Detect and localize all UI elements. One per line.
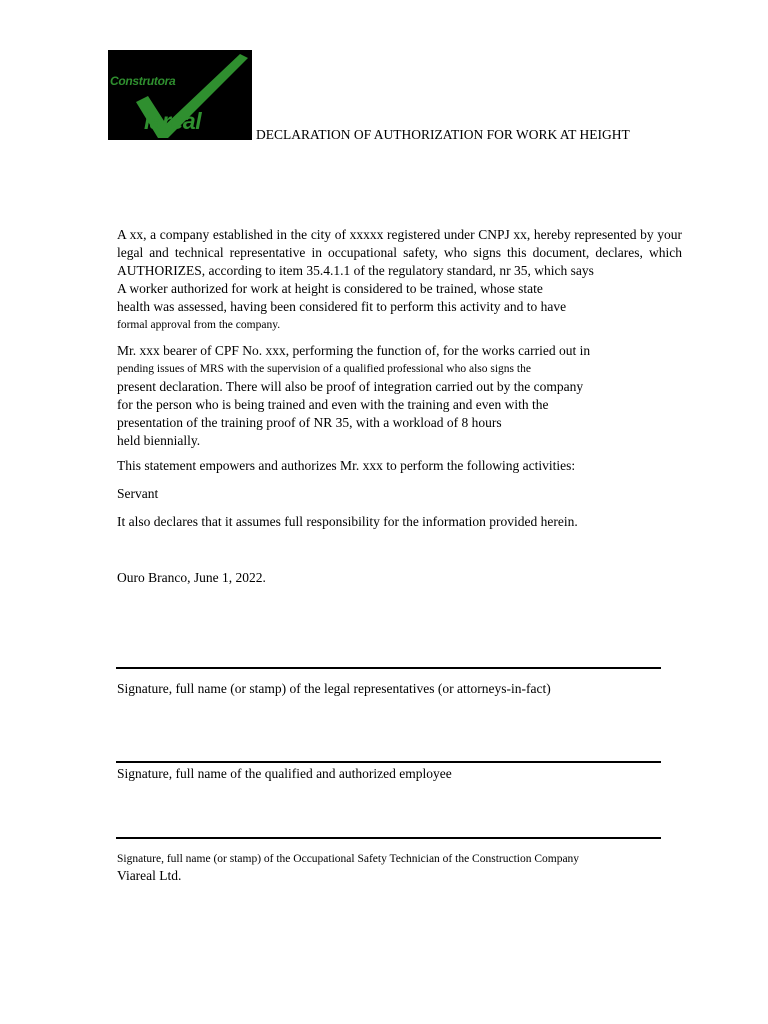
paragraph-line: A worker authorized for work at height is considered to be trained, whose state xyxy=(117,281,543,296)
place-date-text: Ouro Branco, June 1, 2022. xyxy=(117,570,266,585)
document-title: DECLARATION OF AUTHORIZATION FOR WORK AT HEIGHT xyxy=(256,127,630,142)
paragraph-line: for the person who is being trained and even with the training and even with the xyxy=(117,397,549,412)
paragraph-line: This statement empowers and authorizes Mr. xxx to perform the following activities: xyxy=(117,458,576,473)
paragraph-line: health was assessed, having been considered fit to perform this activity and to have xyxy=(117,299,567,314)
signature-label-company-name: Viareal Ltd. xyxy=(117,868,182,883)
signature-label-legal-representatives: Signature, full name (or stamp) of the legal representatives (or attorneys-in-fact) xyxy=(117,681,551,696)
paragraph-declaration xyxy=(117,226,682,334)
paragraph-responsibility xyxy=(117,513,578,531)
paragraph-worker-info xyxy=(117,342,590,450)
signature-label-safety-technician: Signature, full name (or stamp) of the Occupational Safety Technician of the Construction Company xyxy=(117,853,580,865)
activity-value: Servant xyxy=(117,486,159,501)
paragraph-authorization xyxy=(117,457,575,475)
paragraph-line: It also declares that it assumes full responsibility for the information provided herein. xyxy=(117,514,578,529)
signature-line xyxy=(116,837,661,839)
signature-line xyxy=(116,761,661,763)
logo-word-viareal: iareal xyxy=(144,108,202,134)
paragraph-line: pending issues of MRS with the supervision of a qualified professional who also signs the xyxy=(117,363,531,375)
paragraph-line: presentation of the training proof of NR 35, with a workload of 8 hours xyxy=(117,415,502,430)
logo-word-construtora: Construtora xyxy=(110,74,176,88)
paragraph-line: present declaration. There will also be proof of integration carried out by the company xyxy=(117,379,584,394)
paragraph-line: formal approval from the company. xyxy=(117,319,281,331)
activity-text xyxy=(117,485,158,503)
company-logo xyxy=(108,50,252,140)
paragraph-line: held biennially. xyxy=(117,433,201,448)
signature-label-employee: Signature, full name of the qualified and authorized employee xyxy=(117,766,452,781)
paragraph-line: A xx, a company established in the city of xxxxx registered under CNPJ xx, hereby represented by your legal and technical representative in occupational safety, who signs this document, declares, which AUTHORIZES, according to item 35.4.1.1 of the regulatory standard, nr 35, which says xyxy=(117,227,682,278)
place-date xyxy=(117,569,266,587)
paragraph-line: Mr. xxx bearer of CPF No. xxx, performing the function of, for the works carried out in xyxy=(117,343,591,358)
signature-line xyxy=(116,667,661,669)
